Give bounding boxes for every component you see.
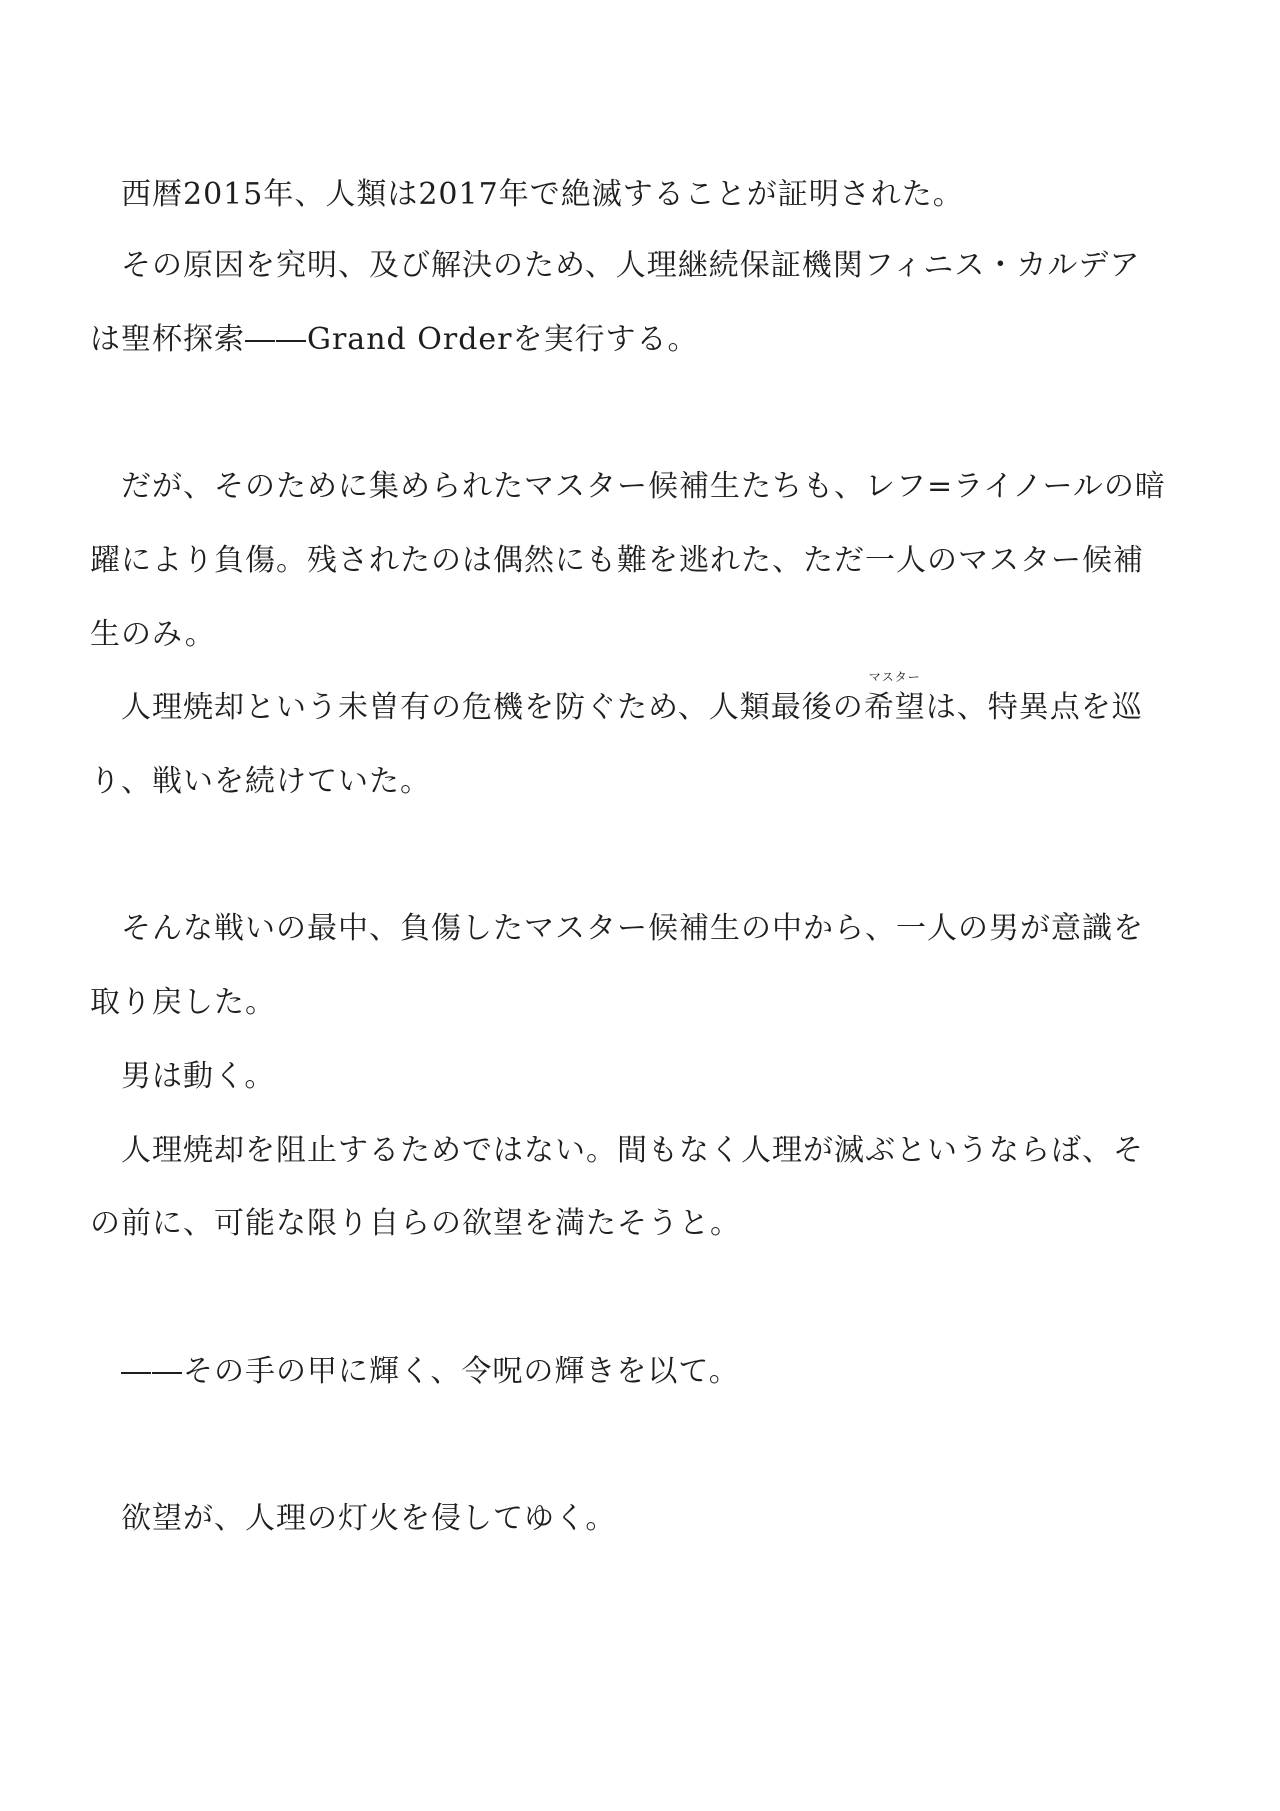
text-line: その原因を究明、及び解決のため、人理継続保証機関フィニス・カルデア xyxy=(90,248,1141,283)
text-line-with-ruby xyxy=(90,670,1200,726)
text-segment: 人理焼却という未曽有の危機を防ぐため、人類最後の xyxy=(90,690,864,725)
text-line: そんな戦いの最中、負傷したマスター候補生の中から、一人の男が意識を xyxy=(90,911,1144,946)
text-line: の前に、可能な限り自らの欲望を満たそうと。 xyxy=(90,1206,741,1241)
ruby-annotation: マスター xyxy=(868,670,921,684)
text-line: 欲望が、人理の灯火を侵してゆく。 xyxy=(90,1501,617,1536)
text-line: 人理焼却を阻止するためではない。間もなく人理が滅ぶというならば、そ xyxy=(90,1133,1144,1168)
text-line: だが、そのために集められたマスター候補生たちも、レフ=ライノールの暗 xyxy=(90,469,1166,504)
text-line: 取り戻した。 xyxy=(90,985,276,1020)
ruby-group xyxy=(863,670,926,726)
text-line: は聖杯探索――Grand Orderを実行する。 xyxy=(90,322,699,357)
text-line: 西暦2015年、人類は2017年で絶滅することが証明された。 xyxy=(90,177,964,212)
text-line: 男は動く。 xyxy=(90,1059,276,1094)
text-line: り、戦いを続けていた。 xyxy=(90,764,431,799)
text-line: ――その手の甲に輝く、令呪の輝きを以て。 xyxy=(90,1354,740,1389)
text-line: 躍により負傷。残されたのは偶然にも難を逃れた、ただ一人のマスター候補 xyxy=(90,543,1144,578)
text-line: 生のみ。 xyxy=(90,617,216,652)
text-segment: は、特異点を巡 xyxy=(925,690,1143,725)
ruby-base: 希望 xyxy=(863,690,926,725)
